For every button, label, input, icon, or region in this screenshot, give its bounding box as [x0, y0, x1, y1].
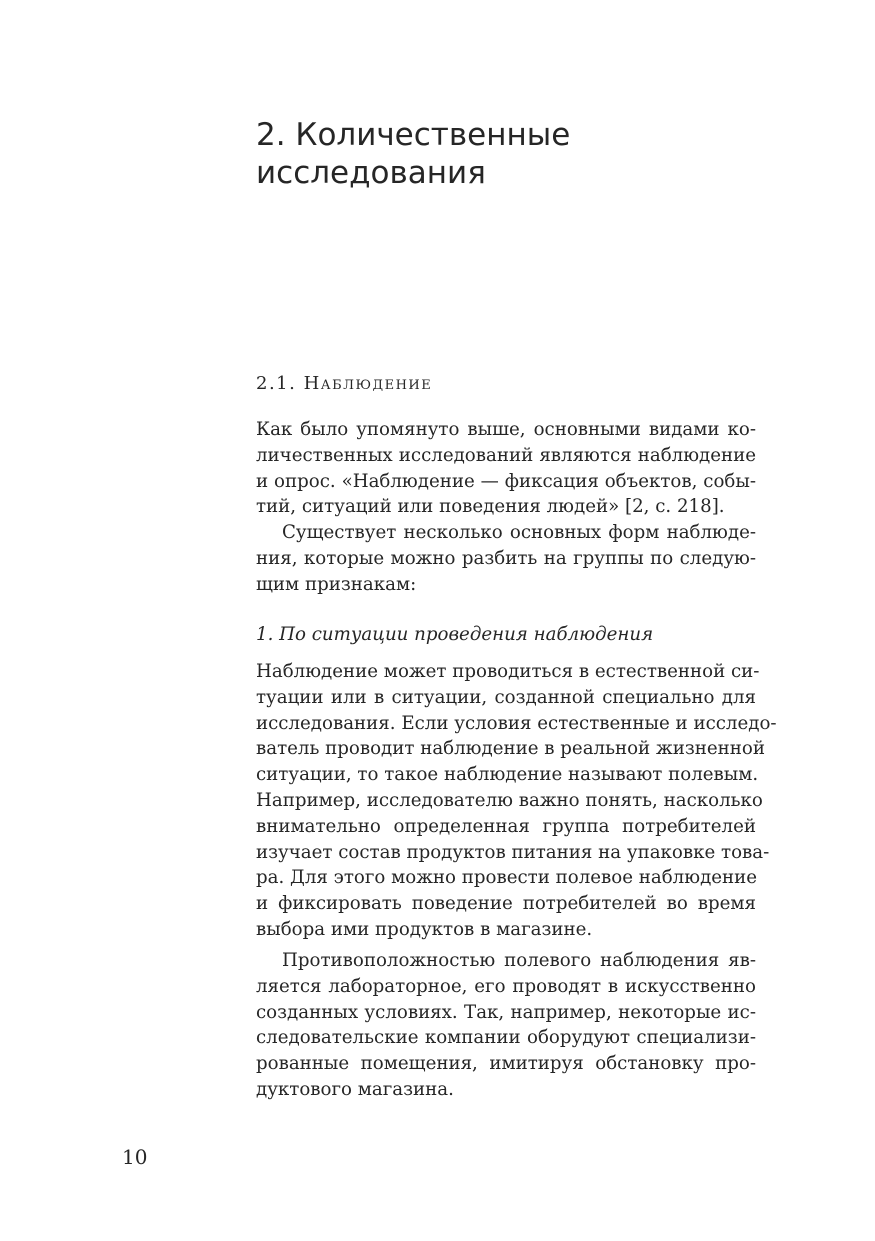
paragraph-line: щим признакам:: [256, 573, 417, 595]
paragraph-line: ватель проводит наблюдение в реальной жизненной: [256, 738, 765, 760]
paragraph-line: рованные помещения, имитируя обстановку про-: [256, 1053, 756, 1075]
paragraph-line: ляется лабораторное, его проводят в искусственно: [256, 975, 756, 997]
chapter-title-line: исследования: [256, 155, 486, 191]
paragraph-line: Существует несколько основных форм наблюде-: [282, 522, 756, 543]
paragraph-line: личественных исследований являются наблюдение: [256, 444, 756, 466]
paragraph-line: ра. Для этого можно провести полевое наблюдение: [256, 867, 758, 889]
paragraph-line: и фиксировать поведение потребителей во время: [256, 893, 756, 915]
lab-observation-paragraph: [256, 948, 756, 1103]
paragraph-line: Противоположностью полевого наблюдения яв-: [282, 950, 756, 971]
paragraph-line: внимательно определенная группа потребителей: [256, 815, 756, 837]
paragraph-line: ситуации, то такое наблюдение называют полевым.: [256, 764, 759, 786]
paragraph-line: изучает состав продуктов питания на упаковке това-: [256, 841, 770, 863]
paragraph-line: ния, которые можно разбить на группы по следую-: [256, 547, 756, 569]
paragraph-line: выбора ими продуктов в магазине.: [256, 918, 593, 940]
paragraph-line: следовательские компании оборудуют специализи-: [256, 1027, 756, 1049]
paragraph-line: тий, ситуаций или поведения людей» [2, с. 218].: [256, 496, 725, 518]
section-title: 2.1. Наблюдение: [256, 373, 433, 394]
forms-paragraph: [256, 520, 756, 597]
subheading: 1. По ситуации проведения наблюдения: [256, 624, 654, 645]
paragraph-line: туации или в ситуации, созданной специально для: [256, 686, 756, 708]
chapter-title: [256, 116, 756, 192]
intro-paragraph: [256, 417, 756, 520]
chapter-title-line: 2. Количественные: [256, 117, 571, 153]
page-number: 10: [122, 1145, 148, 1169]
paragraph-line: Как было упомянуто выше, основными видами ко-: [256, 419, 756, 440]
paragraph-line: созданных условиях. Так, например, некоторые ис-: [256, 1001, 756, 1023]
paragraph-line: исследования. Если условия естественные и исследо-: [256, 712, 777, 734]
paragraph-line: Например, исследователю важно понять, насколько: [256, 789, 763, 811]
paragraph-line: Наблюдение может проводиться в естественной си-: [256, 661, 760, 682]
paragraph-line: дуктового магазина.: [256, 1078, 454, 1100]
field-observation-paragraph: [256, 659, 777, 943]
paragraph-line: и опрос. «Наблюдение — фиксация объектов, собы-: [256, 470, 756, 492]
